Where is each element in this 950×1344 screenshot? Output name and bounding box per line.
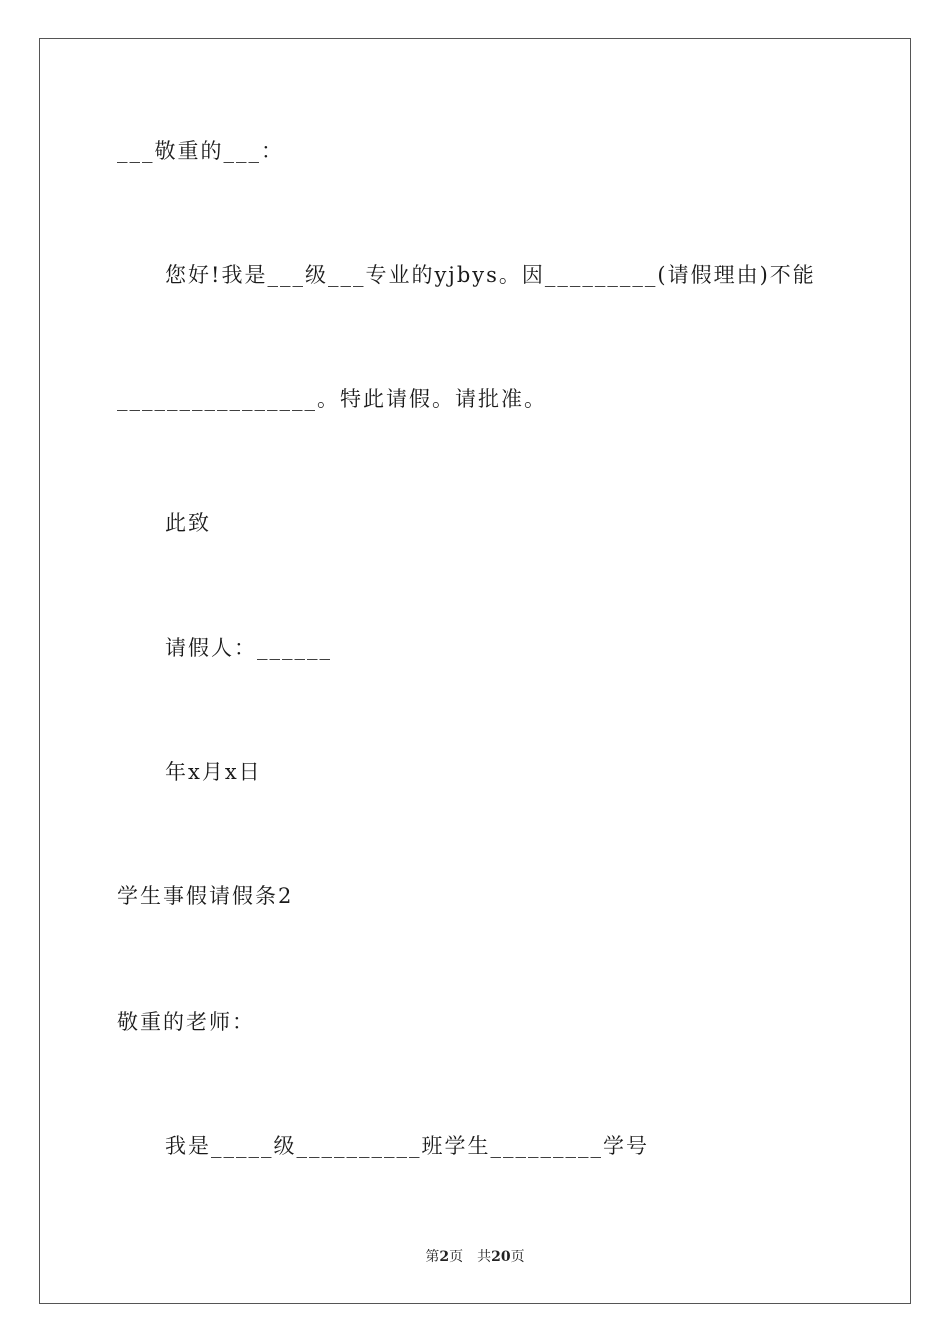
footer-total-suffix: 页 [510,1249,525,1265]
section-title: 学生事假请假条2 [117,884,294,908]
page-frame [39,38,911,1304]
body-line-1: 您好!我是___级___专业的yjbys。因_________(请假理由)不能 [165,263,816,287]
page-footer [0,1247,950,1267]
salutation-line: ___敬重的___： [117,139,284,163]
applicant-line: 请假人：______ [165,636,332,660]
footer-total-pages: 20 [491,1249,511,1265]
body-line-2: ________________。特此请假。请批准。 [117,387,547,411]
body-line-3: 我是_____级__________班学生_________学号 [165,1134,649,1158]
date-line: 年x月x日 [165,760,262,784]
footer-total-prefix: 共 [477,1249,492,1265]
footer-page-number: 2 [439,1249,450,1265]
salutation-line-2: 敬重的老师： [117,1010,255,1034]
footer-page-suffix: 页 [449,1249,464,1265]
footer-prefix: 第 [425,1249,440,1265]
closing-line: 此致 [165,511,211,535]
